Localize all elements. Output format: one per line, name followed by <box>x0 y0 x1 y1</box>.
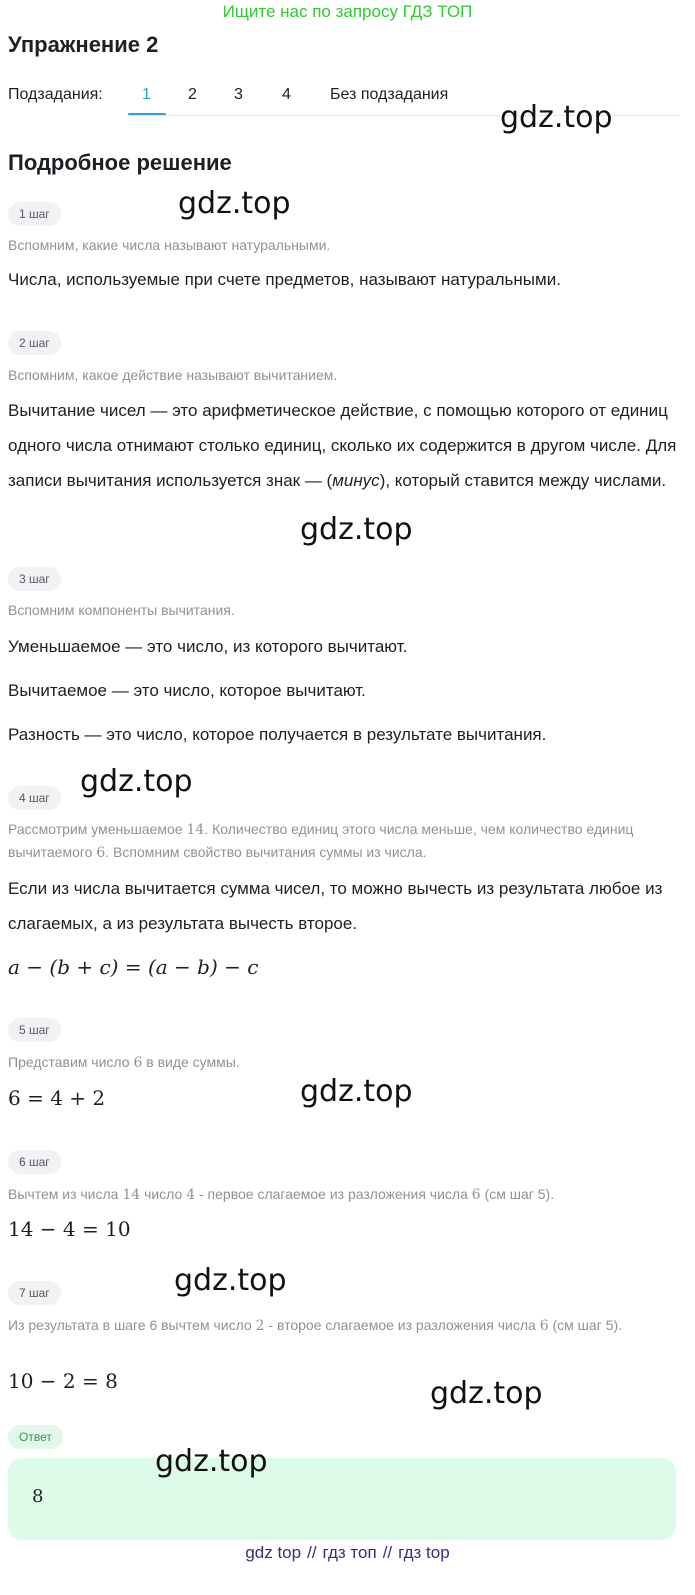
footer-link[interactable]: гдз top <box>398 1543 450 1562</box>
watermark: gdz.top <box>174 1263 287 1298</box>
step-badge: 5 шаг <box>8 1018 61 1042</box>
formula: 10 − 2 = 8 <box>8 1369 118 1393</box>
tab-1[interactable]: 1 <box>142 86 151 103</box>
tab-4[interactable]: 4 <box>282 86 291 103</box>
step-hint: Вычтем из числа 14 число 4 - первое слагаемое из разложения числа 6 (см шаг 5). <box>8 1186 555 1203</box>
step-text: Если из числа вычитается сумма чисел, то можно вычесть из результата любое из слагаемых, а из результата вычесть второе. <box>8 879 663 933</box>
watermark: gdz.top <box>430 1376 543 1411</box>
formula: a − (b + c) = (a − b) − c <box>8 955 259 979</box>
watermark: gdz.top <box>300 512 413 547</box>
watermark: gdz.top <box>500 100 613 135</box>
step-text: Вычитаемое — это число, которое вычитают. <box>8 681 366 700</box>
step-hint: Вспомним, какое действие называют вычитанием. <box>8 367 338 383</box>
step-hint: Вспомним, какие числа называют натуральными. <box>8 237 331 253</box>
subtasks-label: Подзадания: <box>8 86 103 103</box>
footer-link[interactable]: гдз топ <box>322 1543 377 1562</box>
footer-separator: // <box>382 1543 393 1562</box>
step-badge: 1 шаг <box>8 202 61 226</box>
watermark: gdz.top <box>155 1444 268 1479</box>
step-hint: Рассмотрим уменьшаемое 14. Количество единиц этого числа меньше, чем количество единиц вычитаемого 6. Вспомним свойство вычитания суммы из числа. <box>8 821 634 861</box>
step-hint: Представим число 6 в виде суммы. <box>8 1054 240 1071</box>
answer-badge: Ответ <box>8 1425 63 1449</box>
page-title: Упражнение 2 <box>8 32 159 57</box>
step-badge: 3 шаг <box>8 567 61 591</box>
answer-value: 8 <box>32 1486 44 1507</box>
step-text: Уменьшаемое — это число, из которого вычитают. <box>8 637 408 656</box>
promo-banner[interactable]: Ищите нас по запросу ГДЗ ТОП <box>222 2 473 21</box>
footer-links <box>0 1543 695 1563</box>
answer-box <box>8 1458 676 1540</box>
solution-title: Подробное решение <box>8 150 232 175</box>
formula: 14 − 4 = 10 <box>8 1217 131 1241</box>
tab-3[interactable]: 3 <box>234 86 243 103</box>
watermark: gdz.top <box>80 764 193 799</box>
step-hint: Из результата в шаге 6 вычтем число 2 - второе слагаемое из разложения числа 6 (см шаг 5). <box>8 1317 623 1334</box>
step-text: Разность — это число, которое получается в результате вычитания. <box>8 725 547 744</box>
step-badge: 7 шаг <box>8 1281 61 1305</box>
tab-no-subtask[interactable]: Без подзадания <box>330 86 449 103</box>
step-badge: 6 шаг <box>8 1150 61 1174</box>
step-badge: 2 шаг <box>8 331 61 355</box>
footer-link[interactable]: gdz top <box>245 1543 302 1562</box>
step-text: Числа, используемые при счете предметов, называют натуральными. <box>8 270 561 289</box>
watermark: gdz.top <box>178 186 291 221</box>
step-text: Вычитание чисел — это арифметическое действие, с помощью которого от единиц одного числа отнимают столько единиц, сколько их содержится в другом числе. Для записи вычитания используется знак — (минус), который ставится между числами. <box>8 401 677 490</box>
watermark: gdz.top <box>300 1074 413 1109</box>
formula: 6 = 4 + 2 <box>8 1086 106 1110</box>
tab-2[interactable]: 2 <box>188 86 197 103</box>
footer-separator: // <box>307 1543 317 1562</box>
step-hint: Вспомним компоненты вычитания. <box>8 602 235 618</box>
step-badge: 4 шаг <box>8 786 61 810</box>
